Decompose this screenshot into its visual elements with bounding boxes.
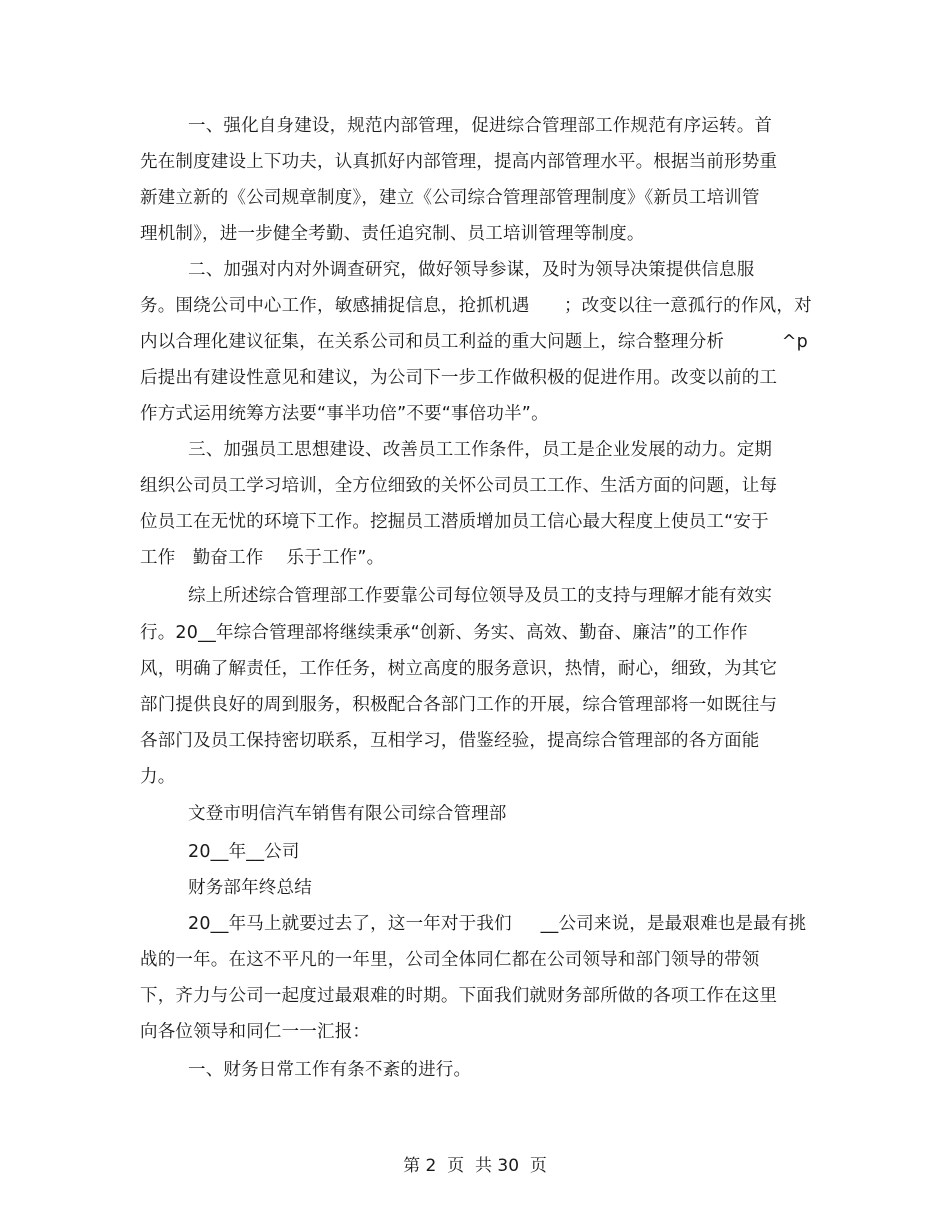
paragraph-line: 一、强化自身建设，规范内部管理，促进综合管理部工作规范有序运转。首 [188,116,773,136]
paragraph-line: 先在制度建设上下功夫，认真抓好内部管理，提高内部管理水平。根据当前形势重 [140,152,778,172]
paragraph-line: 工作 勤奋工作 乐于工作”。 [140,548,385,568]
paragraph-line: 下，齐力与公司一起度过最艰难的时期。下面我们就财务部所做的各项工作在这里 [140,986,778,1006]
paragraph-line: 向各位领导和同仁一一汇报： [140,1022,371,1042]
paragraph-line: 20__年马上就要过去了，这一年对于我们 __公司来说，是最艰难也是最有挑 [188,914,807,934]
paragraph-line: 战的一年。在这不平凡的一年里，公司全体同仁都在公司领导和部门领导的带领 [140,950,760,970]
paragraph-line: 一、财务日常工作有条不紊的进行。 [188,1060,472,1080]
paragraph-line: 各部门及员工保持密切联系，互相学习，借鉴经验，提高综合管理部的各方面能 [140,731,760,751]
paragraph-line: 部门提供良好的周到服务，积极配合各部门工作的开展，综合管理部将一如既往与 [140,695,778,715]
paragraph-line: 力。 [140,767,176,787]
section-title: 财务部年终总结 [188,878,312,898]
paragraph-line: 三、加强员工思想建设、改善员工工作条件，员工是企业发展的动力。定期 [188,440,773,460]
paragraph-line: 理机制》，进一步健全考勤、责任追究制、员工培训管理等制度。 [140,224,645,244]
signature-line: 文登市明信汽车销售有限公司综合管理部 [188,804,507,824]
paragraph-line: 位员工在无忧的环境下工作。挖掘员工潜质增加员工信心最大程度上使员工“安于 [140,512,769,532]
paragraph-line: 组织公司员工学习培训，全方位细致的关怀公司员工工作、生活方面的问题，让每 [140,476,778,496]
page-footer: 第 2 页 共 30 页 [403,1156,547,1176]
paragraph-line: 二、加强对内对外调查研究，做好领导参谋，及时为领导决策提供信息服 [188,260,755,280]
paragraph-line: 后提出有建设性意见和建议，为公司下一步工作做积极的促进作用。改变以前的工 [140,368,778,388]
paragraph-line: 新建立新的《公司规章制度》，建立《公司综合管理部管理制度》《新员工培训管 [140,188,760,208]
paragraph-line: 综上所述综合管理部工作要靠公司每位领导及员工的支持与理解才能有效实 [188,586,773,606]
paragraph-line: 作方式运用统筹方法要“事半功倍”不要“事倍功半”。 [140,404,549,424]
paragraph-line: 风，明确了解责任，工作任务，树立高度的服务意识，热情，耐心，细致，为其它 [140,659,778,679]
paragraph-line: 内以合理化建议征集，在关系公司和员工利益的重大问题上，综合整理分析 ^p [140,332,808,352]
date-line: 20__年__公司 [188,842,300,862]
paragraph-line: 行。20__年综合管理部将继续秉承“创新、务实、高效、勤奋、廉洁”的工作作 [140,623,748,643]
paragraph-line: 务。围绕公司中心工作，敏感捕捉信息，抢抓机遇 ；改变以往一意孤行的作风，对 [140,296,812,316]
